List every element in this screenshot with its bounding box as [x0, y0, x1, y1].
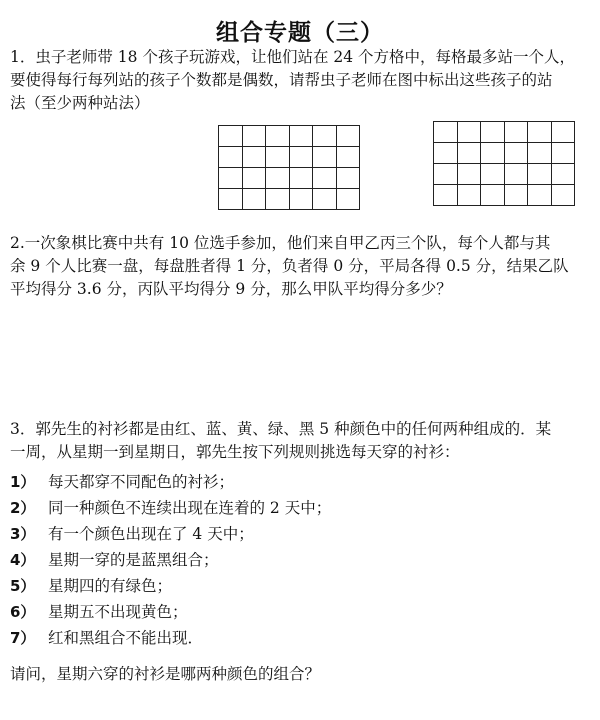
problem-2-line: 平均得分 3.6 分，丙队平均得分 9 分，那么甲队平均得分多少？ [10, 280, 452, 298]
rule-text: 星期五不出现黄色； [48, 603, 188, 621]
grid-cell[interactable] [481, 185, 505, 206]
rule-item [10, 574, 594, 600]
problem-3-line: 3．郭先生的衬衫都是由红、蓝、黄、绿、黑 5 种颜色中的任何两种组成的．某 [10, 420, 552, 438]
rule-text: 有一个颜色出现在了 4 天中； [48, 525, 254, 543]
grid-cell[interactable] [336, 189, 360, 210]
grid-cell[interactable] [504, 143, 528, 164]
rule-item [10, 600, 594, 626]
problem-3-question: 请问，星期六穿的衬衫是哪两种颜色的组合？ [10, 665, 321, 683]
grid-cell[interactable] [289, 189, 313, 210]
rule-number: 1） [10, 473, 36, 491]
grid-cell[interactable] [266, 126, 290, 147]
problem-3-line: 一周，从星期一到星期日，郭先生按下列规则挑选每天穿的衬衫： [10, 443, 460, 461]
problem-3-text [10, 418, 594, 464]
grid-cell[interactable] [219, 168, 243, 189]
rule-number: 3） [10, 525, 36, 543]
grid-row [434, 185, 575, 206]
grid-cell[interactable] [219, 189, 243, 210]
grid-cell[interactable] [266, 168, 290, 189]
grid-row [219, 147, 360, 168]
grid-cell[interactable] [336, 168, 360, 189]
grid-cell[interactable] [528, 164, 552, 185]
rule-text: 星期四的有绿色； [48, 577, 173, 595]
grid-cell[interactable] [551, 164, 575, 185]
rule-number: 5） [10, 577, 36, 595]
grid-cell[interactable] [481, 143, 505, 164]
grid-cell[interactable] [457, 122, 481, 143]
grid-cell[interactable] [481, 164, 505, 185]
grid-cell[interactable] [551, 143, 575, 164]
problem-2-text [10, 232, 594, 301]
grid-cell[interactable] [551, 122, 575, 143]
rule-item [10, 626, 594, 652]
problem-1-line: 1．虫子老师带 18 个孩子玩游戏，让他们站在 24 个方格中，每格最多站一个人， [10, 48, 576, 66]
grid-cell[interactable] [434, 122, 458, 143]
rule-item [10, 522, 594, 548]
grid-cell[interactable] [242, 189, 266, 210]
grid-row [434, 164, 575, 185]
grid-cell[interactable] [289, 147, 313, 168]
grid-cell[interactable] [528, 185, 552, 206]
rule-text: 星期一穿的是蓝黑组合； [48, 551, 219, 569]
grid-cell[interactable] [313, 168, 337, 189]
grid-cell[interactable] [504, 122, 528, 143]
answer-grid-1[interactable] [218, 125, 360, 210]
grid-cell[interactable] [434, 143, 458, 164]
grid-row [434, 122, 575, 143]
rule-text: 同一种颜色不连续出现在连着的 2 天中； [48, 499, 332, 517]
grid-cell[interactable] [266, 189, 290, 210]
grid-cell[interactable] [336, 147, 360, 168]
grid-row [219, 168, 360, 189]
grid-cell[interactable] [313, 147, 337, 168]
grid-row [434, 143, 575, 164]
rule-text: 红和黑组合不能出现． [48, 629, 204, 647]
rule-number: 4） [10, 551, 36, 569]
grid-cell[interactable] [434, 164, 458, 185]
grid-row [219, 126, 360, 147]
problem-1-line: 要使得每行每列站的孩子个数都是偶数，请帮虫子老师在图中标出这些孩子的站 [10, 71, 553, 89]
grid-cell[interactable] [242, 126, 266, 147]
rule-item [10, 548, 594, 574]
answer-grid-2[interactable] [433, 121, 575, 206]
grid-cell[interactable] [457, 164, 481, 185]
grid-cell[interactable] [242, 168, 266, 189]
rule-number: 2） [10, 499, 36, 517]
grid-cell[interactable] [289, 168, 313, 189]
grid-cell[interactable] [219, 147, 243, 168]
grid-cell[interactable] [242, 147, 266, 168]
problem-1-line: 法（至少两种站法） [10, 94, 150, 112]
rule-item [10, 470, 594, 496]
grid-row [219, 189, 360, 210]
grid-cell[interactable] [504, 164, 528, 185]
grid-cell[interactable] [289, 126, 313, 147]
rule-number: 7） [10, 629, 36, 647]
rule-text: 每天都穿不同配色的衬衫； [48, 473, 235, 491]
grid-cell[interactable] [528, 122, 552, 143]
grid-cell[interactable] [313, 126, 337, 147]
grid-cell[interactable] [219, 126, 243, 147]
grid-cell[interactable] [336, 126, 360, 147]
grid-cell[interactable] [434, 185, 458, 206]
grid-cell[interactable] [504, 185, 528, 206]
grid-cell[interactable] [457, 185, 481, 206]
grid-cell[interactable] [313, 189, 337, 210]
problem-2-line: 2.一次象棋比赛中共有 10 位选手参加，他们来自甲乙丙三个队，每个人都与其 [10, 234, 551, 252]
rule-number: 6） [10, 603, 36, 621]
problem-1-text [10, 46, 594, 115]
problem-3-rules [10, 470, 594, 652]
grid-cell[interactable] [457, 143, 481, 164]
grid-cell[interactable] [266, 147, 290, 168]
grid-cell[interactable] [528, 143, 552, 164]
problem-2-line: 余 9 个人比赛一盘，每盘胜者得 1 分，负者得 0 分，平局各得 0.5 分，结果乙队 [10, 257, 569, 275]
grid-cell[interactable] [551, 185, 575, 206]
page-title: 组合专题（三） [216, 20, 384, 46]
grid-cell[interactable] [481, 122, 505, 143]
rule-item [10, 496, 594, 522]
